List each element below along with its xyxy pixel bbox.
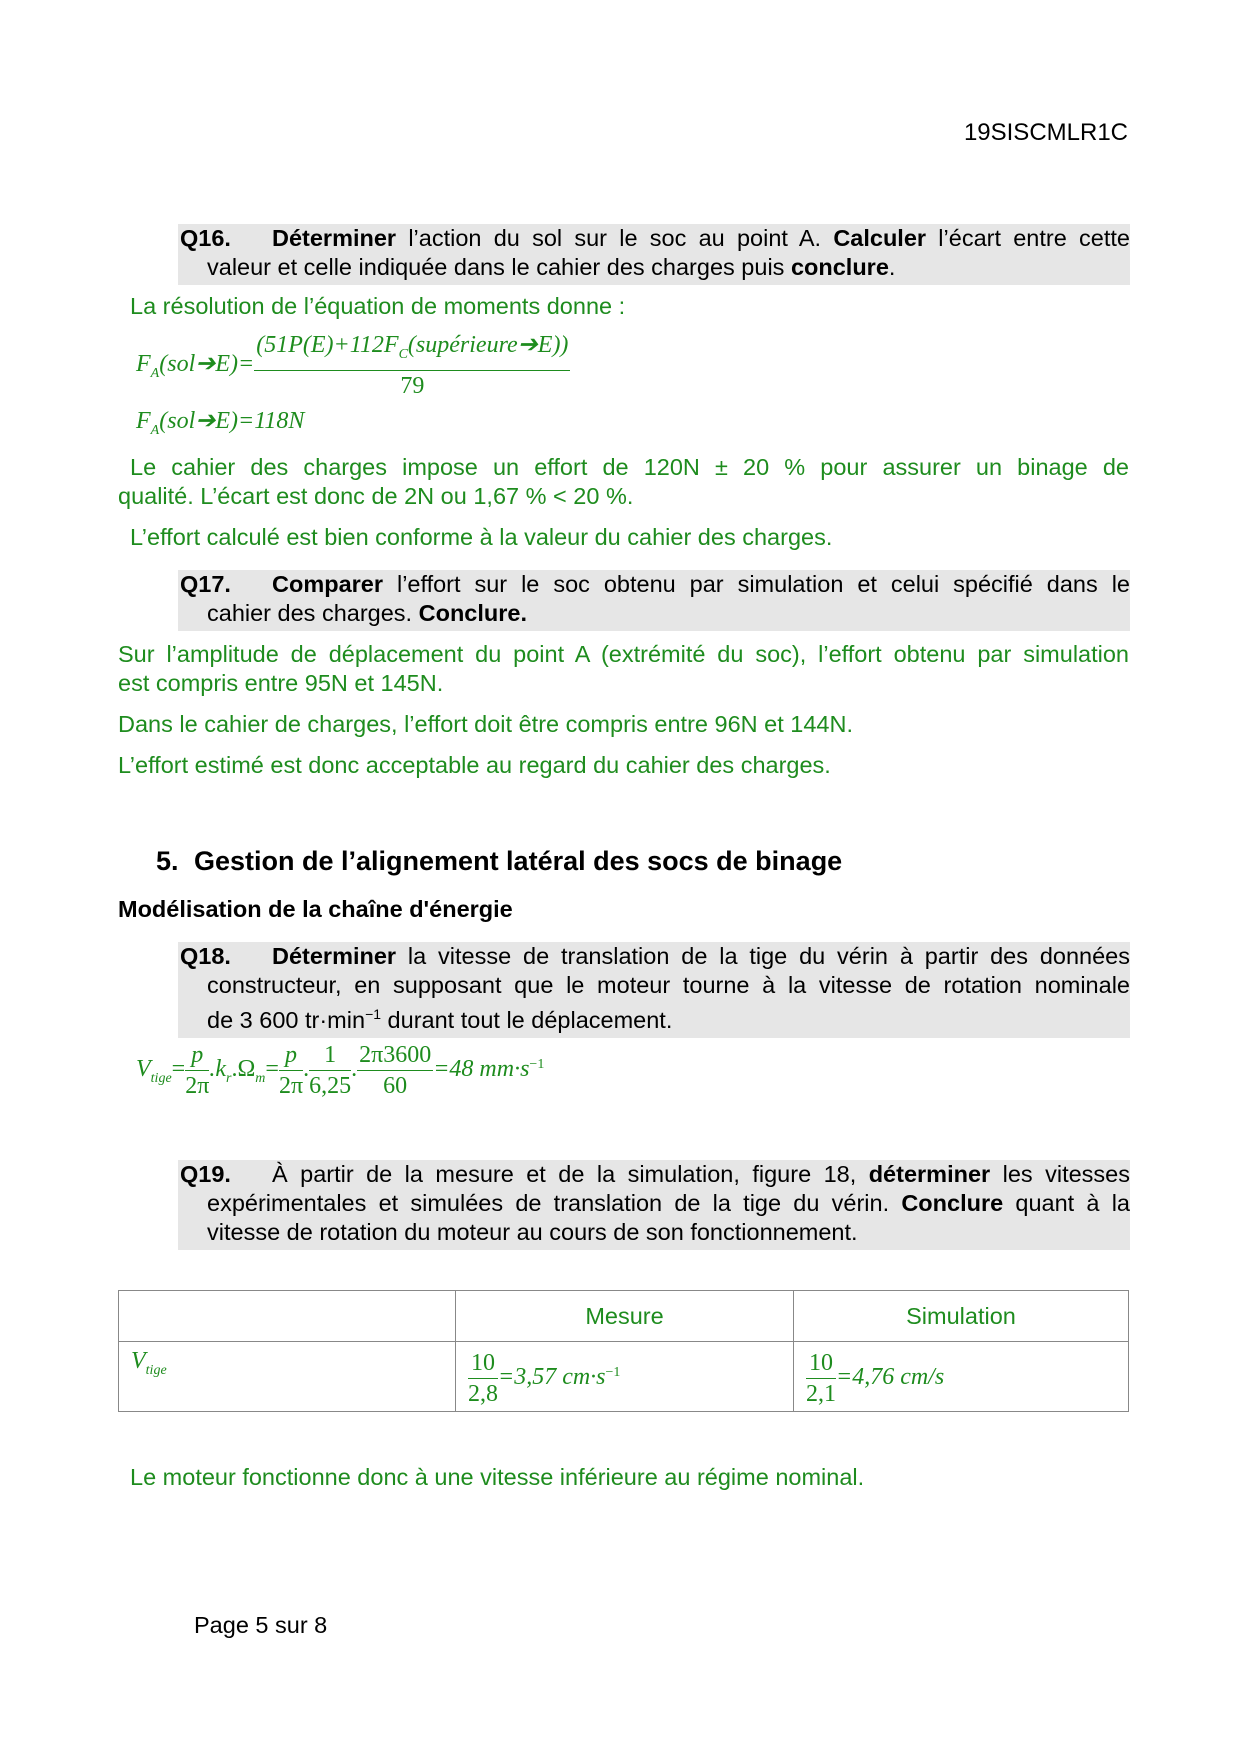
- velocity-table: [118, 1290, 1129, 1412]
- table-header-mesure: Mesure: [456, 1291, 794, 1342]
- answer-paragraph: Sur l’amplitude de déplacement du point A (extrémité du soc), l’effort obtenu par simulation est compris entre 95N et 145N.: [118, 641, 1129, 696]
- equation-velocity: $V_{tige}=$ $\frac{p}{2\pi}$ $.k_r.\Omega_m=$ $\frac{p}{2\pi}$ . $\frac{1}{6,25}$ . $\frac{2\pi 3600}{60}$ =48 $mm\cdot s^{-1}$: [136, 1042, 545, 1099]
- table-cell-simulation: $\frac{10}{2,1}$ =4,76 cm/s: [794, 1342, 1129, 1412]
- question-line: valeur et celle indiquée dans le cahier des charges puis conclure.: [207, 254, 896, 280]
- answer-conclusion: L’effort calculé est bien conforme à la valeur du cahier des charges.: [130, 524, 833, 550]
- answer-conclusion: L’effort estimé est donc acceptable au regard du cahier des charges.: [118, 752, 831, 778]
- question-q19: [178, 1160, 1130, 1250]
- table-row: [119, 1342, 1129, 1412]
- question-line: vitesse de rotation du moteur au cours de son fonctionnement.: [207, 1219, 858, 1245]
- question-number: Q18.: [180, 943, 231, 969]
- document-reference: 19SISCMLR1C: [963, 119, 1128, 146]
- question-q18: [178, 942, 1130, 1038]
- question-line: de 3 600 $tr\cdot\min^{-1}$ durant tout le déplacement.: [207, 1006, 673, 1033]
- equation-force-formula: $F_A(sol➔E)=$ $\frac{(51P(E)+112F_C(supérieure➔E))}{79}$: [136, 332, 569, 399]
- answer-paragraph: Le cahier des charges impose un effort de 120N ± 20 % pour assurer un binage de qualité. L’écart est donc de 2N ou 1,67 % < 20 %.: [118, 454, 1129, 509]
- question-line: Comparer l’effort sur le soc obtenu par simulation et celui spécifié dans le: [272, 571, 1130, 597]
- subsection-heading: Modélisation de la chaîne d'énergie: [118, 896, 513, 922]
- answer-intro: La résolution de l’équation de moments donne :: [130, 293, 626, 319]
- final-conclusion: Le moteur fonctionne donc à une vitesse inférieure au régime nominal.: [130, 1464, 865, 1490]
- page-number: Page 5 sur 8: [194, 1612, 328, 1638]
- section-heading: 5. Gestion de l’alignement latéral des socs de binage: [156, 846, 843, 876]
- question-line: Déterminer la vitesse de translation de la tige du vérin à partir des données: [272, 943, 1130, 969]
- question-number: Q16.: [180, 225, 231, 251]
- table-row-label: $V_{tige}$: [119, 1342, 456, 1412]
- table-header-cell: [119, 1291, 456, 1342]
- answer-paragraph: Dans le cahier de charges, l’effort doit être compris entre 96N et 144N.: [118, 711, 853, 737]
- question-q17: [178, 570, 1130, 631]
- table-header-simulation: Simulation: [794, 1291, 1129, 1342]
- table-cell-mesure: $\frac{10}{2,8}$ =3,57 $cm\cdot s^{-1}$: [456, 1342, 794, 1412]
- question-line: constructeur, en supposant que le moteur tourne à la vitesse de rotation nominale: [207, 972, 1130, 998]
- question-line: Déterminer l’action du sol sur le soc au point A. Calculer l’écart entre cette: [272, 225, 1130, 251]
- question-line: À partir de la mesure et de la simulation, figure 18, déterminer les vitesses: [272, 1161, 1130, 1187]
- question-q16: [178, 224, 1130, 285]
- equation-force-result: $F_A(sol➔E)=118N$: [136, 408, 305, 438]
- question-number: Q17.: [180, 571, 231, 597]
- question-line: expérimentales et simulées de translation de la tige du vérin. Conclure quant à la: [207, 1190, 1130, 1216]
- question-line: cahier des charges. Conclure.: [207, 600, 528, 626]
- table-header-row: [119, 1291, 1129, 1342]
- question-number: Q19.: [180, 1161, 231, 1187]
